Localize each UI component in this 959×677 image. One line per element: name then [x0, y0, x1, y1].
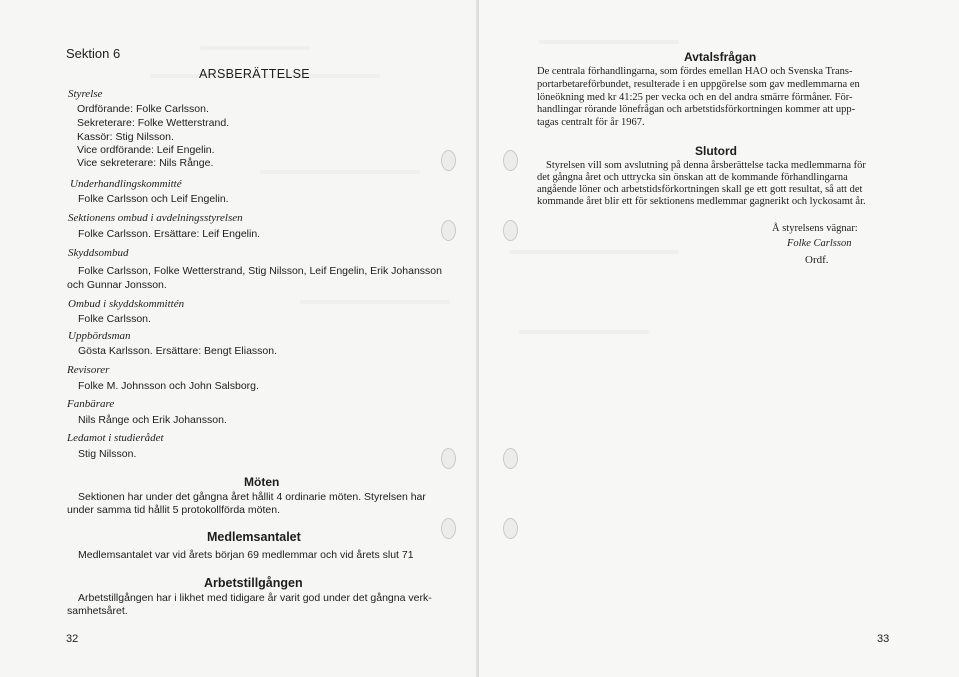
slutord-line: kommande året blir ett för sektionens medlemmar gagnerikt och lyckosamt år. [537, 196, 866, 207]
studierad-heading: Ledamot i studierådet [67, 432, 164, 444]
styrelse-line: Sekreterare: Folke Wetterstrand. [77, 117, 230, 129]
styrelse-line: Vice ordförande: Leif Engelin. [77, 144, 215, 156]
slutord-line: Styrelsen vill som avslutning på denna årsberättelse tacka medlemmarna för [546, 160, 866, 171]
slutord-line: angående löner och arbetstidsförkortningen skall ge ett gott resultat, så att det [537, 184, 863, 195]
slutord-heading: Slutord [695, 144, 737, 158]
binder-hole [503, 220, 518, 241]
page-title: ARSBERÄTTELSE [199, 67, 310, 81]
show-through-mark [260, 170, 420, 174]
show-through-mark [539, 40, 679, 44]
page-number: 32 [66, 633, 79, 645]
skyddsombud-heading: Skyddsombud [68, 247, 129, 259]
revisorer-text: Folke M. Johnsson och John Salsborg. [78, 380, 259, 392]
binder-hole [441, 150, 456, 171]
show-through-mark [300, 300, 450, 304]
binder-hole [503, 518, 518, 539]
skyddskommitte-text: Folke Carlsson. [78, 313, 151, 325]
show-through-mark [200, 46, 310, 50]
moten-heading: Möten [244, 475, 280, 489]
skyddsombud-text: och Gunnar Jonsson. [67, 279, 167, 291]
binder-hole [503, 150, 518, 171]
styrelse-heading: Styrelse [68, 88, 103, 100]
avtalsfragan-line: tagas centralt för år 1967. [537, 117, 645, 128]
styrelse-line: Kassör: Stig Nilsson. [77, 131, 174, 143]
ombud-text: Folke Carlsson. Ersättare: Leif Engelin. [78, 228, 261, 240]
revisorer-heading: Revisorer [67, 364, 110, 376]
ombud-heading: Sektionens ombud i avdelningsstyrelsen [68, 212, 243, 224]
binder-hole [441, 518, 456, 539]
uppbordsman-heading: Uppbördsman [68, 330, 131, 342]
moten-text: Sektionen har under det gångna året hållit 4 ordinarie möten. Styrelsen har [78, 491, 426, 503]
page-number: 33 [877, 633, 890, 645]
studierad-text: Stig Nilsson. [78, 448, 137, 460]
medlemsantalet-heading: Medlemsantalet [207, 530, 301, 544]
moten-text: under samma tid hållit 5 protokollförda möten. [67, 504, 281, 516]
fanbarare-heading: Fanbärare [67, 398, 115, 410]
uppbordsman-text: Gösta Karlsson. Ersättare: Bengt Eliasson. [78, 345, 278, 357]
signature-name: Folke Carlsson [787, 238, 852, 249]
slutord-line: det gångna året och uttrycka sin önskan att de kommande förhandlingarna [537, 172, 848, 183]
committee-text: Folke Carlsson och Leif Engelin. [78, 193, 229, 205]
arbetstillgangen-text: samhetsåret. [67, 605, 128, 617]
binder-hole [441, 220, 456, 241]
binder-hole [441, 448, 456, 469]
arbetstillgangen-text: Arbetstillgången har i likhet med tidigare år varit god under det gångna verk- [78, 592, 432, 604]
left-page [0, 0, 479, 677]
skyddsombud-text: Folke Carlsson, Folke Wetterstrand, Stig Nilsson, Leif Engelin, Erik Johansson [78, 265, 442, 277]
committee-heading: Underhandlingskommitté [70, 178, 182, 190]
skyddskommitte-heading: Ombud i skyddskommittén [68, 298, 185, 310]
section-label: Sektion 6 [66, 46, 121, 61]
binder-hole [503, 448, 518, 469]
styrelse-line: Vice sekreterare: Nils Rånge. [77, 157, 214, 169]
show-through-mark [509, 250, 679, 254]
avtalsfragan-line: De centrala förhandlingarna, som fördes emellan HAO och Svenska Trans- [537, 66, 853, 77]
styrelse-line: Ordförande: Folke Carlsson. [77, 103, 209, 115]
right-page [479, 0, 959, 677]
avtalsfragan-line: löneökning med kr 41:25 per vecka och en del andra smärre förmåner. För- [537, 92, 853, 103]
arbetstillgangen-heading: Arbetstillgången [204, 576, 303, 590]
avtalsfragan-line: portarbetareförbundet, resulterade i en uppgörelse som gav medlemmarna en [537, 79, 860, 90]
medlemsantalet-text: Medlemsantalet var vid årets början 69 medlemmar och vid årets slut 71 [78, 549, 414, 561]
signature-role: Ordf. [805, 254, 829, 266]
fanbarare-text: Nils Rånge och Erik Johansson. [78, 414, 227, 426]
signature-line: Å styrelsens vägnar: [772, 223, 858, 234]
avtalsfragan-heading: Avtalsfrågan [684, 50, 757, 64]
show-through-mark [519, 330, 649, 334]
avtalsfragan-line: handlingar rörande lönefrågan och arbetstidsförkortningen kommer att upp- [537, 104, 856, 115]
